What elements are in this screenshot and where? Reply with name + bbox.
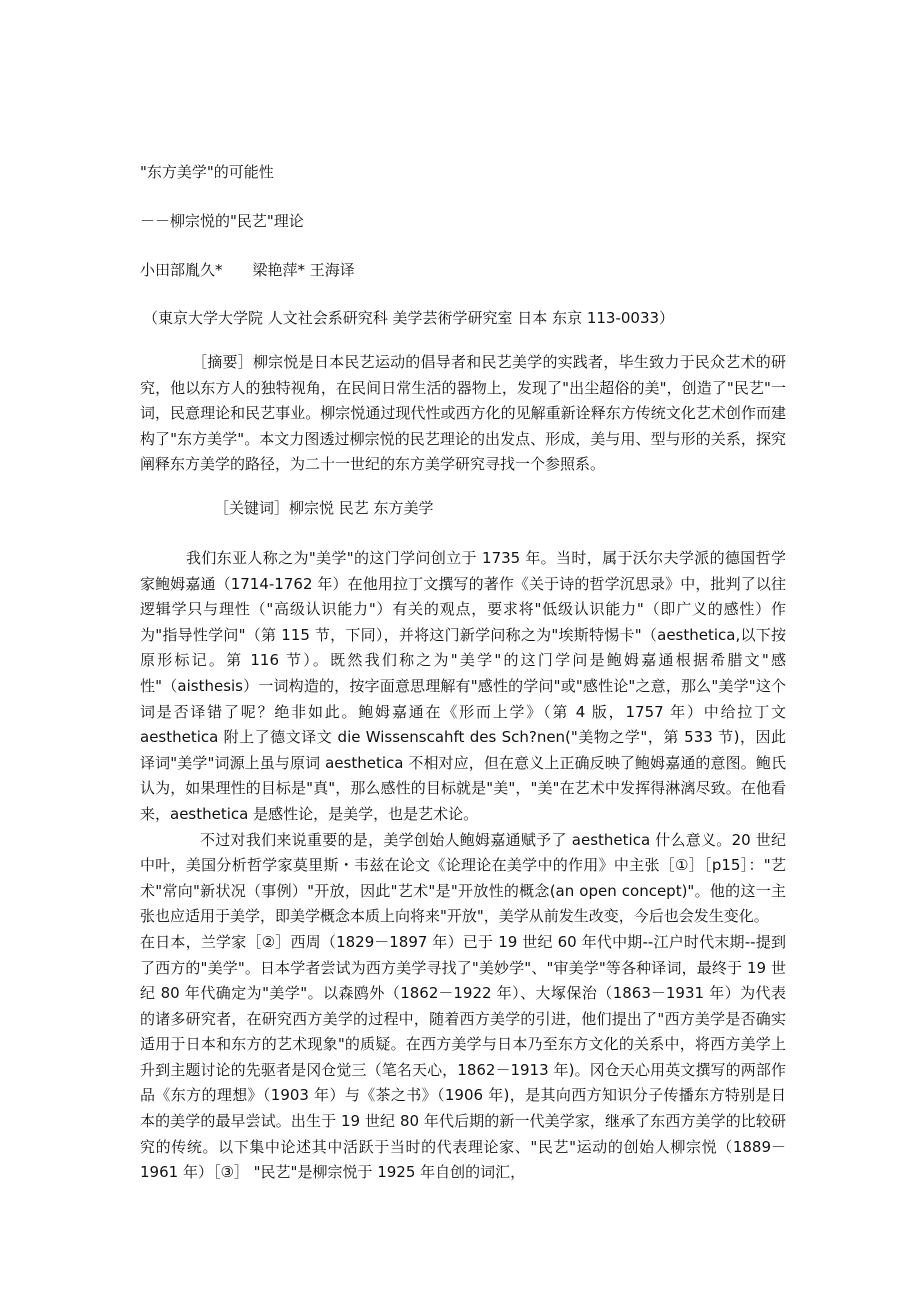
- keywords-line: ［关键词］柳宗悦 民艺 东方美学: [214, 499, 434, 517]
- body-paragraph-3: 在日本，兰学家［②］西周（1829－1897 年）已于 19 世纪 60 年代中期--江户时代末期--提到了西方的"美学"。日本学者尝试为西方美学寻找了"美妙学"、"审美学"等各种译词，最终于 19 世纪 80 年代确定为"美学"。以森鸥外（1862－1922 年）、大塚保治（1863－1931 年）为代表的诸多研究者，在研究西方美学的过程中，随着西方美学的引进，他们提出了"西方美学是否确实适用于日本和东方的艺术现象"的质疑。在西方美学与日本乃至东方文化的关系中，将西方美学上升到主题讨论的先驱者是冈仓觉三（笔名天心，1862－1913 年)。冈仓天心用英文撰写的两部作品《东方的理想》（1903 年）与《茶之书》（1906 年)，是其向西方知识分子传播东方特别是日本的美学的最早尝试。出生于 19 世纪 80 年代后期的新一代美学家，继承了东西方美学的比较研究的传统。以下集中论述其中活跃于当时的代表理论家、"民艺"运动的创始人柳宗悦（1889－1961 年）［③］ "民艺"是柳宗悦于 1925 年自创的词汇，: [140, 932, 786, 1182]
- body-paragraph-2: 不过对我们来说重要的是，美学创始人鲍姆嘉通赋予了 aesthetica 什么意义。20 世纪中叶，美国分析哲学家莫里斯・韦兹在论文《论理论在美学中的作用》中主张［①］［p15］："艺术"常向"新状况（事例）"开放，因此"艺术"是"开放性的概念(an open concept)"。他的这一主张也应适用于美学，即美学概念本质上向将来"开放"，美学从前发生改变，今后也会发生变化。: [140, 830, 786, 926]
- abstract-text: ［摘要］柳宗悦是日本民艺运动的倡导者和民艺美学的实践者，毕生致力于民众艺术的研究，他以东方人的独特视角，在民间日常生活的器物上，发现了"出尘超俗的美"，创造了"民艺"一词，民意理论和民艺事业。柳宗悦通过现代性或西方化的见解重新诠释东方传统文化艺术创作而建构了"东方美学"。本文力图透过柳宗悦的民艺理论的出发点、形成，美与用、型与形的关系，探究阐释东方美学的路径，为二十一世纪的东方美学研究寻找一个参照系。: [140, 353, 786, 474]
- abstract-block: [140, 350, 786, 478]
- body-paragraph-1: 我们东亚人称之为"美学"的这门学问创立于 1735 年。当时，属于沃尔夫学派的德国哲学家鲍姆嘉通（1714-1762 年）在他用拉丁文撰写的著作《关于诗的哲学沉思录》中，批判了以往逻辑学只与理性（"高级认识能力"）有关的观点，要求将"低级认识能力"（即广义的感性）作为"指导性学问"（第 115 节，下同），并将这门新学问称之为"埃斯特惕卡"（aesthetica,以下按原形标记。第 116 节）。既然我们称之为"美学"的这门学问是鲍姆嘉通根据希腊文"感性"（aisthesis）一词构造的，按字面意思理解有"感性的学问"或"感性论"之意，那么"美学"这个词是否译错了呢？绝非如此。鲍姆嘉通在《形而上学》（第 4 版，1757 年）中给拉丁文 aesthetica 附上了德文译文 die Wissenscahft des Sch?nen("美物之学"，第 533 节)，因此译词"美学"词源上虽与原词 aesthetica 不相对应，但在意义上正确反映了鲍姆嘉通的意图。鲍氏认为，如果理性的目标是"真"，那么感性的目标就是"美"，"美"在艺术中发挥得淋漓尽致。在他看来，aesthetica 是感性论，是美学，也是艺术论。: [140, 549, 786, 823]
- author-line: 小田部胤久* 梁艳萍* 王海译: [140, 261, 355, 279]
- affiliation-line: （東京大学大学院 人文社会系研究科 美学芸術学研究室 日本 东京 113-0033）: [143, 309, 675, 327]
- document-subtitle: －－柳宗悦的"民艺"理论: [140, 212, 304, 230]
- document-title: "东方美学"的可能性: [140, 163, 274, 181]
- body-text: [140, 546, 786, 1186]
